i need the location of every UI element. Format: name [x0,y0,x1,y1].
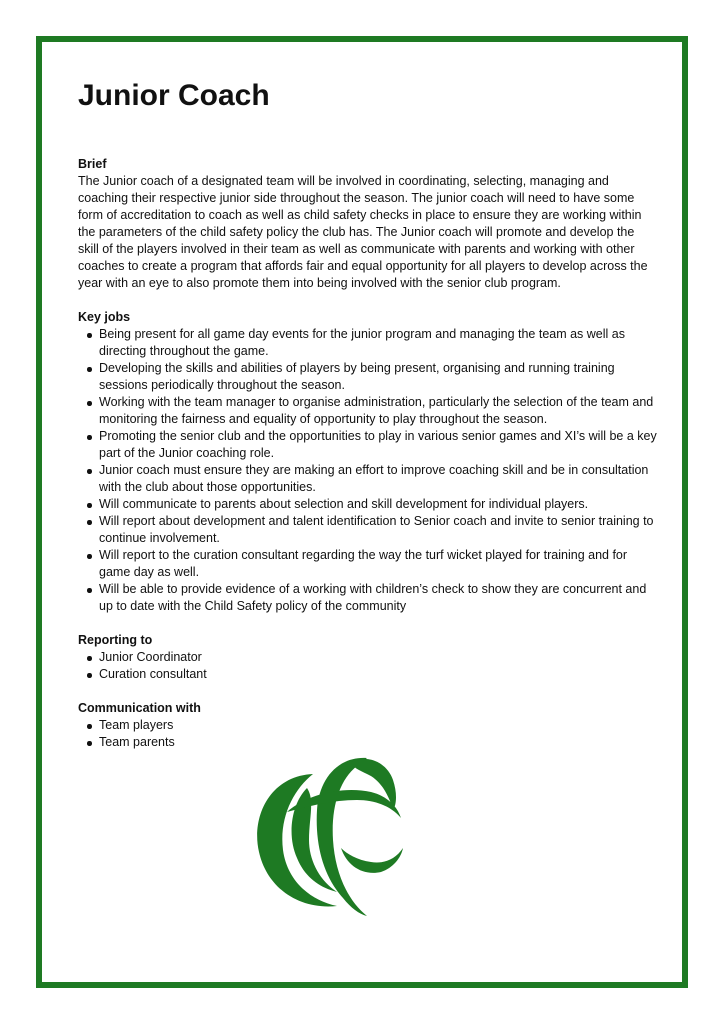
key-job-item: Will report about development and talent identification to Senior coach and invite to senior training to continue involvement. [78,513,658,547]
communication-with-heading: Communication with [78,701,201,715]
reporting-to-list [78,649,658,683]
communication-with-list [78,717,658,751]
key-job-item: Will communicate to parents about selection and skill development for individual players. [78,496,658,513]
logo-back-c-bottom-curl [341,848,403,873]
key-job-item: Working with the team manager to organise administration, particularly the selection of the team and monitoring the fairness and equality of opportunity to play throughout the season. [78,394,658,428]
key-job-item: Will report to the curation consultant regarding the way the turf wicket played for training and for game day as well. [78,547,658,581]
key-job-item: Being present for all game day events for the junior program and managing the team as well as directing throughout the game. [78,326,658,360]
reporting-to-item: Curation consultant [78,666,658,683]
reporting-to-heading: Reporting to [78,633,153,647]
key-jobs-list [78,326,658,615]
document-content [78,74,658,768]
key-job-item: Will be able to provide evidence of a working with children’s check to show they are concurrent and up to date with the Child Safety policy of the community [78,581,658,615]
key-jobs-section [78,309,658,615]
brief-section [78,156,658,292]
brief-heading: Brief [78,157,107,171]
key-job-item: Developing the skills and abilities of players by being present, organising and running training sessions periodically throughout the season. [78,360,658,394]
reporting-to-section [78,632,658,683]
key-job-item: Promoting the senior club and the opportunities to play in various senior games and XI’s will be a key part of the Junior coaching role. [78,428,658,462]
club-monogram-cc-icon [247,748,411,918]
page-title: Junior Coach [78,79,270,112]
key-job-item: Junior coach must ensure they are making an effort to improve coaching skill and be in consultation with the club about those opportunities. [78,462,658,496]
reporting-to-item: Junior Coordinator [78,649,658,666]
communication-with-section [78,700,658,751]
logo-back-c [317,758,367,916]
brief-paragraph: The Junior coach of a designated team will be involved in coordinating, selecting, managing and coaching their respective junior side throughout the season. The junior coach will need to have some form of accreditation to coach as well as child safety checks in place to ensure they are working within the parameters of the child safety policy the club has. The Junior coach will promote and develop the skill of the players involved in their team as well as communicate with parents and working with other coaches to create a program that affords fair and equal opportunity for all players to develop across the year with an eye to also promote them into being involved with the senior club program. [78,174,648,290]
communication-with-item: Team players [78,717,658,734]
communication-with-item: Team parents [78,734,658,751]
key-jobs-heading: Key jobs [78,310,131,324]
